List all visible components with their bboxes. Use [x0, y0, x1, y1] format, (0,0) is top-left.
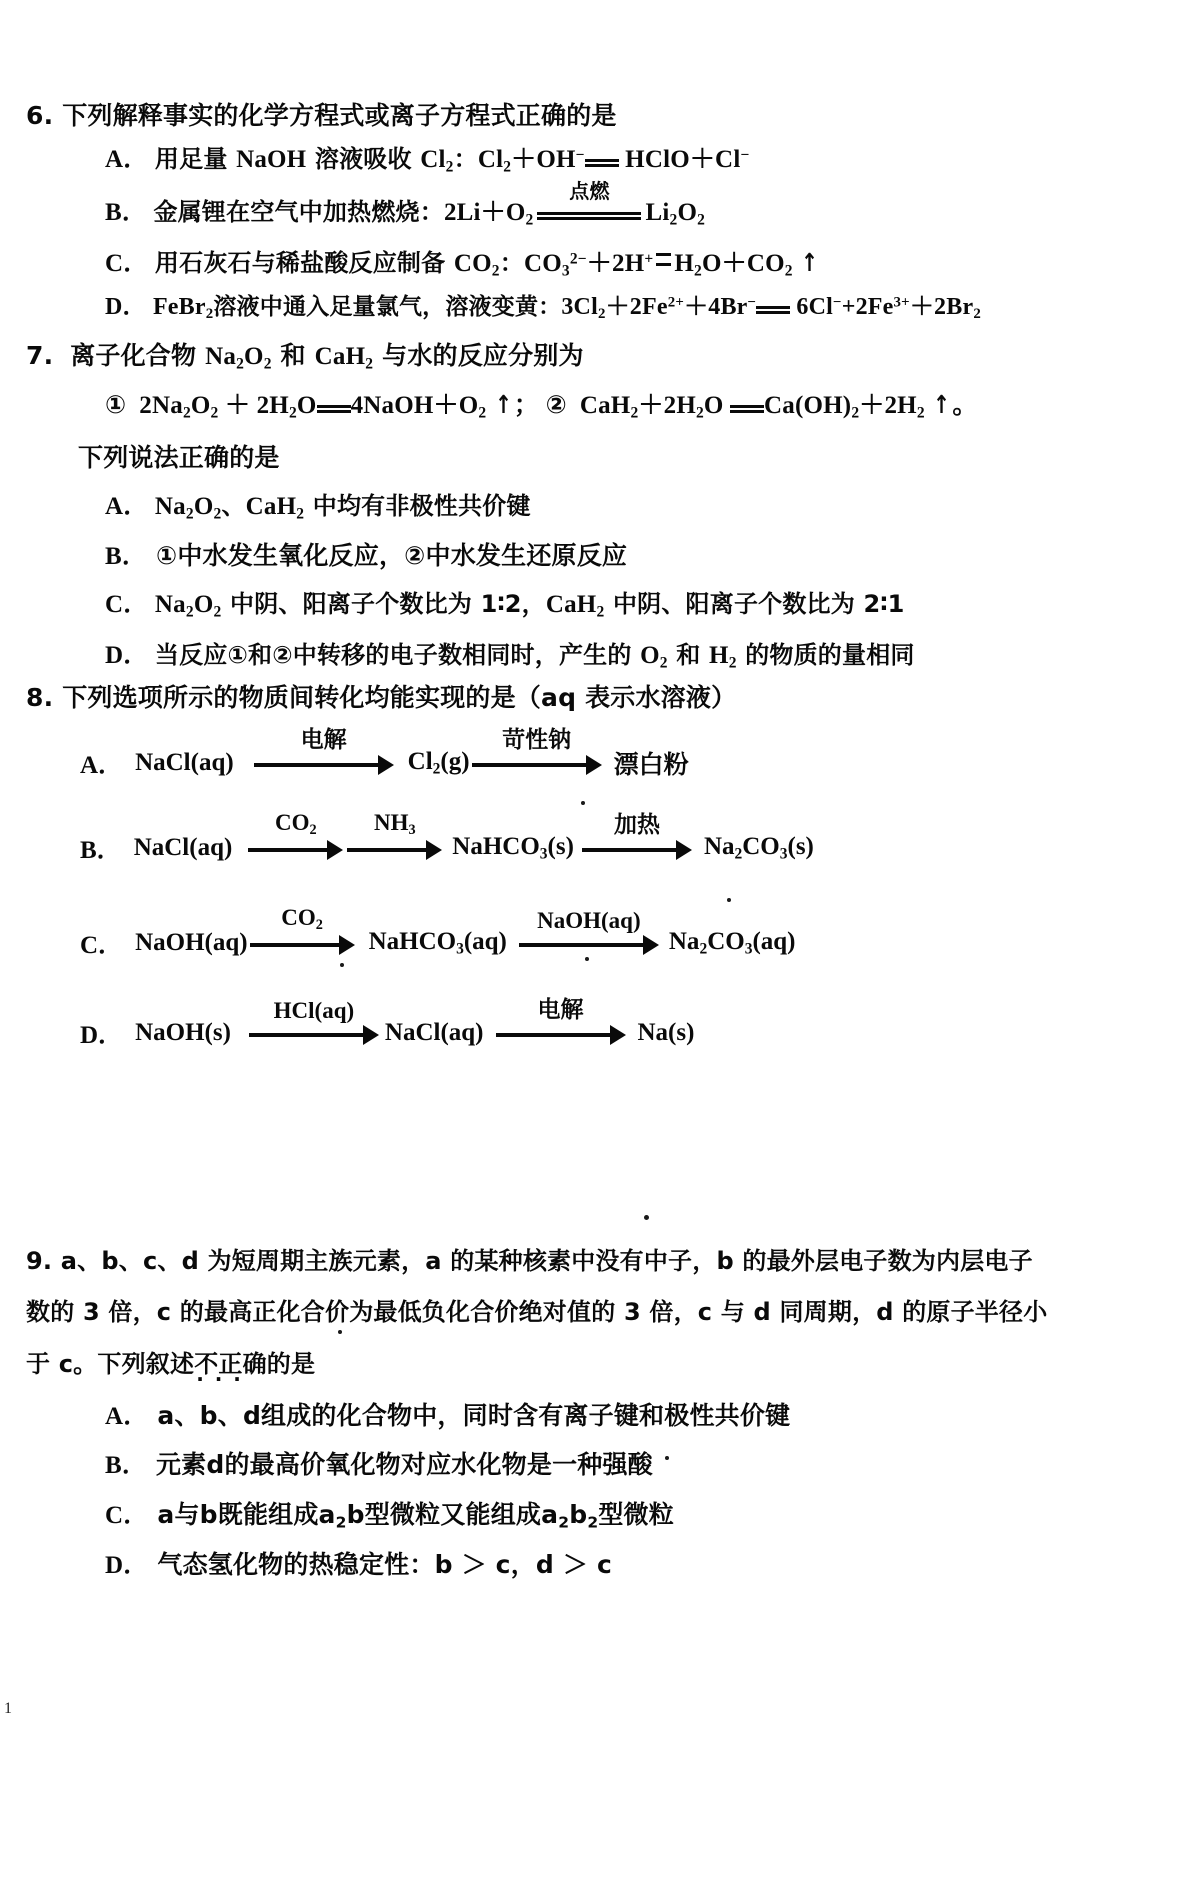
option-letter: A．	[105, 493, 149, 520]
scheme-node: NaHCO$_3$(aq)	[368, 927, 507, 958]
reaction-arrow-1	[254, 727, 394, 776]
scan-speck	[585, 957, 589, 961]
arrow-label: 苛性钠	[502, 727, 572, 753]
question-9-stem-line-3	[26, 1352, 315, 1377]
arrow-label: HCl(aq)	[273, 998, 355, 1023]
question-8-scheme-c	[80, 905, 796, 961]
reaction-arrow-2	[496, 997, 626, 1046]
scheme-node: 漂白粉	[613, 752, 689, 779]
option-letter: A．	[80, 752, 124, 779]
option-letter: D．	[80, 1022, 124, 1049]
question-6-number: 6.	[26, 101, 54, 130]
question-7-stem: 7. 离子化合物 $Na_2O_2$ 和 CaH$_2$ 与水的反应分别为	[26, 341, 584, 373]
option-letter: B．	[80, 837, 122, 864]
scheme-node: NaCl(aq)	[133, 834, 233, 861]
option-text: 气态氢化物的热稳定性：b ＞ c，d ＞ c	[157, 1550, 613, 1579]
question-6-option-c: C． 用石灰石与稀盐酸反应制备 $CO_2$：$CO_3^{2-}+2H^+$ $H_2O+CO_2$ ↑	[105, 248, 819, 280]
option-text: 元素d的最高价氧化物对应水化物是一种强酸	[155, 1450, 653, 1479]
scan-speck	[338, 1330, 342, 1334]
reaction-arrow-1	[248, 810, 343, 861]
arrow-label: 电解	[537, 997, 584, 1023]
stem-text-pre: 于 c。下列叙述	[26, 1350, 195, 1378]
question-8-number: 8.	[26, 683, 54, 712]
scan-speck	[644, 1215, 649, 1220]
option-letter: B．	[105, 1452, 148, 1479]
reaction-arrow-2	[347, 810, 442, 861]
question-8-scheme-a	[80, 727, 689, 781]
option-letter: A．	[105, 146, 149, 173]
arrow-label: NaOH(aq)	[537, 908, 641, 933]
scheme-node: NaOH(s)	[135, 1019, 231, 1046]
question-7-number: 7.	[26, 341, 54, 370]
option-letter: C．	[80, 932, 124, 959]
option-letter: C．	[105, 250, 149, 277]
question-8-scheme-b	[80, 810, 814, 866]
question-7-sub-stem: 下列说法正确的是	[78, 443, 280, 472]
scheme-node: $Cl_2(g)$	[407, 747, 470, 778]
equation-marker-2: ②	[545, 390, 567, 419]
question-7-option-c: C． $Na_2O_2$ 中阴、阳离子个数比为 1∶2，CaH$_2$ 中阴、阳离子个数比为 2∶1	[105, 590, 905, 621]
question-7-option-d: D． 当反应①和②中转移的电子数相同时，产生的 $O_2$ 和 $H_2$ 的物质的量相同	[105, 641, 915, 672]
option-text: a、b、d组成的化合物中，同时含有离子键和极性共价键	[157, 1401, 791, 1430]
equals-sign-small	[656, 253, 671, 266]
scheme-node: NaOH(aq)	[135, 929, 248, 956]
reaction-arrow-1	[249, 998, 379, 1046]
question-9-option-c: C． a与b既能组成$a_2b$型微粒又能组成$a_2b_2$型微粒	[105, 1500, 674, 1532]
reaction-arrow-2	[472, 727, 602, 776]
scheme-node: NaCl(aq)	[384, 1019, 484, 1046]
option-letter: B．	[105, 199, 148, 226]
option-letter: D．	[105, 294, 147, 320]
arrow-label: 加热	[613, 812, 660, 838]
question-9-option-b	[105, 1452, 653, 1479]
scheme-node: $Na_2CO_3(s)$	[703, 832, 814, 863]
option-letter: C．	[105, 1502, 149, 1529]
scheme-node: NaCl(aq)	[135, 749, 234, 776]
scan-speck	[665, 1456, 669, 1460]
question-8-stem	[26, 685, 736, 711]
arrow-label: $CO_2$	[281, 905, 323, 933]
arrow-label: $CO_2$	[274, 810, 317, 838]
page-number: 1	[4, 1700, 12, 1717]
equals-sign	[730, 395, 764, 420]
question-9-option-a	[105, 1403, 790, 1430]
scan-speck	[581, 801, 585, 805]
option-letter: C．	[105, 591, 149, 618]
question-7-option-a: A． $Na_2O_2$、CaH$_2$ 中均有非极性共价键	[105, 492, 531, 523]
option-letter: B．	[105, 543, 148, 570]
reaction-arrow-3	[582, 812, 692, 861]
question-6-option-b: B． 金属锂在空气中加热燃烧：$2Li+O_2$ 点燃 $Li_2O_2$	[105, 178, 706, 229]
equals-sign	[756, 296, 790, 320]
reaction-condition-ignite	[537, 178, 641, 227]
arrow-label: $NH_3$	[373, 810, 416, 838]
equation-marker-1: ①	[105, 390, 127, 419]
scheme-node: Na(s)	[637, 1019, 695, 1046]
question-7-equations: ① $2Na_2O_2 + 2H_2O$ $4NaOH+O_2$ ↑； ② $CaH_2+2H_2O$ $Ca(OH)_2+2H_2$ ↑。	[105, 390, 978, 422]
condition-label: 点燃	[569, 178, 610, 203]
question-6-stem	[26, 103, 617, 129]
stem-emphasis-incorrect: 不正确 · · ·	[194, 1350, 267, 1378]
option-letter: A．	[105, 1403, 149, 1430]
scan-speck	[340, 963, 344, 967]
scan-speck	[727, 898, 731, 902]
arrow-label: 电解	[300, 727, 347, 753]
reaction-arrow-1	[250, 905, 355, 956]
equals-sign	[317, 395, 351, 420]
option-text: ①中水发生氧化反应，②中水发生还原反应	[155, 541, 628, 570]
question-6-stem-text: 下列解释事实的化学方程式或离子方程式正确的是	[62, 101, 617, 130]
option-letter: D．	[105, 642, 149, 669]
question-6-option-d: D． FeBr$_2$溶液中通入足量氯气，溶液变黄：$3Cl_2+2Fe^{2+}+4Br^-$ $6Cl^-+2Fe^{3+}+2Br_2$	[105, 294, 981, 323]
question-9-stem-line-2: 数的 3 倍，c 的最高正化合价为最低负化合价绝对值的 3 倍，c 与 d 同周期，d 的原子半径小	[26, 1298, 1048, 1326]
question-9-stem-line-1: 9. a、b、c、d 为短周期主族元素，a 的某种核素中没有中子，b 的最外层电子数为内层电子	[26, 1247, 1033, 1275]
question-8-scheme-d	[80, 997, 695, 1051]
option-letter: D．	[105, 1552, 149, 1579]
question-9-option-d	[105, 1552, 612, 1579]
scheme-node: $Na_2CO_3(aq)$	[668, 927, 796, 958]
equals-sign	[585, 149, 619, 174]
question-8-stem-text: 下列选项所示的物质间转化均能实现的是（aq 表示水溶液）	[62, 683, 737, 712]
question-6-option-a: A． 用足量 NaOH 溶液吸收 $Cl_2$：$Cl_2+OH^-$ HClO＋Cl−	[105, 145, 750, 176]
reaction-arrow-2	[519, 908, 659, 956]
question-7-option-b	[105, 543, 627, 570]
scheme-node: NaHCO$_3$(s)	[452, 832, 574, 863]
stem-text-post: 的是	[266, 1350, 316, 1378]
